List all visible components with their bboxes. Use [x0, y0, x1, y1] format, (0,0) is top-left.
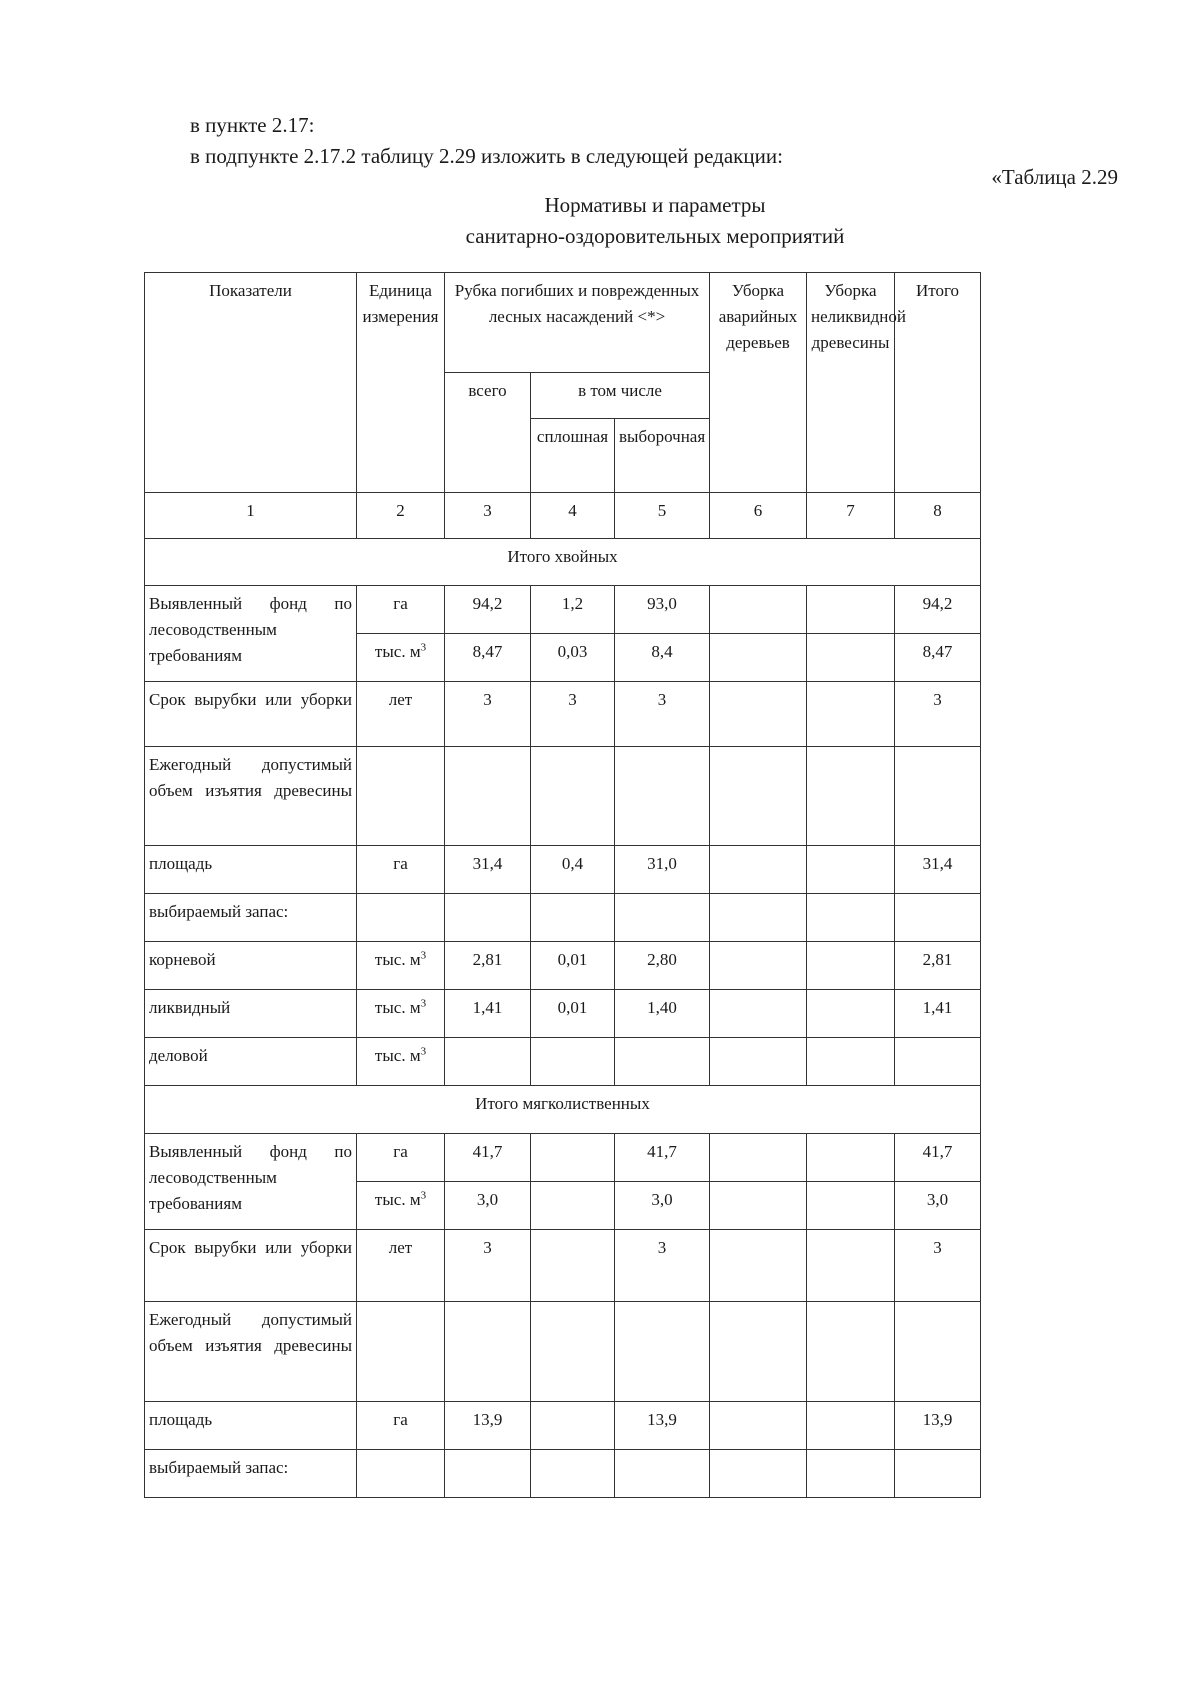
unit-superscript: 3 [420, 949, 427, 962]
table-row [145, 1450, 981, 1498]
value-cell [710, 1182, 807, 1230]
column-number: 4 [531, 493, 615, 539]
value-cell: 3,0 [615, 1182, 710, 1230]
value-cell: 1,41 [445, 990, 531, 1038]
table-row [145, 1302, 981, 1402]
value-cell [807, 634, 895, 682]
value-cell [445, 894, 531, 942]
unit-cell [357, 634, 445, 682]
value-cell [710, 1230, 807, 1302]
norms-table [144, 272, 981, 1498]
value-cell: 3 [895, 1230, 981, 1302]
value-cell: 13,9 [445, 1402, 531, 1450]
value-cell [807, 1450, 895, 1498]
value-cell [710, 942, 807, 990]
value-cell: 0,01 [531, 990, 615, 1038]
unit-text: тыс. м [374, 950, 421, 969]
value-cell [710, 846, 807, 894]
unit-text: тыс. м [374, 998, 421, 1017]
unit-cell [357, 1302, 445, 1402]
value-cell [615, 1450, 710, 1498]
row-label: деловой [145, 1038, 357, 1086]
unit-cell [357, 747, 445, 846]
value-cell [895, 1302, 981, 1402]
row-label: выбираемый запас: [145, 1450, 357, 1498]
table-row [145, 1134, 981, 1182]
value-cell: 3 [445, 682, 531, 747]
value-cell [710, 1302, 807, 1402]
value-cell [531, 1450, 615, 1498]
unit-cell: лет [357, 682, 445, 747]
value-cell [807, 990, 895, 1038]
value-cell: 2,80 [615, 942, 710, 990]
column-number: 8 [895, 493, 981, 539]
value-cell [807, 1182, 895, 1230]
value-cell [710, 1402, 807, 1450]
value-cell [807, 1402, 895, 1450]
value-cell [531, 1230, 615, 1302]
row-label: Ежегодный допустимый объем изъятия древесины [145, 747, 357, 846]
value-cell [531, 1182, 615, 1230]
unit-superscript: 3 [420, 641, 427, 654]
value-cell [445, 1038, 531, 1086]
header-total-felling: всего [445, 373, 531, 493]
table-row [145, 1230, 981, 1302]
row-label: Выявленный фонд по лесоводственным требованиям [145, 1134, 357, 1230]
value-cell [807, 846, 895, 894]
value-cell [531, 894, 615, 942]
table-row [145, 894, 981, 942]
header-sum: Итого [895, 273, 981, 493]
section-title-deciduous: Итого мягколиственных [145, 1086, 981, 1134]
row-label: площадь [145, 1402, 357, 1450]
header-indicators: Показатели [145, 273, 357, 493]
row-label: Срок вырубки или уборки [145, 682, 357, 747]
value-cell: 3 [445, 1230, 531, 1302]
unit-cell [357, 1038, 445, 1086]
value-cell: 31,4 [445, 846, 531, 894]
table-row [145, 846, 981, 894]
value-cell [807, 1230, 895, 1302]
unit-cell: га [357, 846, 445, 894]
header-illiquid: Уборка неликвидной древесины [807, 273, 895, 493]
header-unit: Единица измерения [357, 273, 445, 493]
table-title [0, 190, 1200, 252]
value-cell [895, 747, 981, 846]
header-including: в том числе [531, 373, 710, 419]
value-cell: 31,4 [895, 846, 981, 894]
value-cell [895, 894, 981, 942]
value-cell: 8,47 [445, 634, 531, 682]
value-cell [615, 747, 710, 846]
unit-text: тыс. м [374, 642, 421, 661]
column-number: 3 [445, 493, 531, 539]
value-cell [807, 1134, 895, 1182]
unit-cell [357, 1450, 445, 1498]
value-cell [710, 586, 807, 634]
value-cell [895, 1038, 981, 1086]
value-cell [531, 747, 615, 846]
table-row [145, 942, 981, 990]
section-title-conifer: Итого хвойных [145, 539, 981, 586]
row-label: Выявленный фонд по лесоводственным требованиям [145, 586, 357, 682]
column-number: 2 [357, 493, 445, 539]
row-label: ликвидный [145, 990, 357, 1038]
unit-cell [357, 990, 445, 1038]
value-cell: 1,40 [615, 990, 710, 1038]
intro-line-2: в подпункте 2.17.2 таблицу 2.29 изложить в следующей редакции: [190, 144, 783, 168]
value-cell: 0,4 [531, 846, 615, 894]
header-felling: Рубка погибших и поврежденных лесных насаждений <*> [445, 273, 710, 373]
value-cell [531, 1134, 615, 1182]
value-cell: 31,0 [615, 846, 710, 894]
unit-superscript: 3 [420, 1045, 427, 1058]
value-cell [531, 1302, 615, 1402]
unit-superscript: 3 [420, 997, 427, 1010]
value-cell: 2,81 [445, 942, 531, 990]
table-label: «Таблица 2.29 [991, 165, 1118, 189]
value-cell [710, 747, 807, 846]
intro-text [190, 110, 783, 172]
value-cell [615, 1302, 710, 1402]
value-cell [895, 1450, 981, 1498]
table-row [145, 747, 981, 846]
header-emergency: Уборка аварийных деревьев [710, 273, 807, 493]
value-cell: 8,4 [615, 634, 710, 682]
table-row [145, 1402, 981, 1450]
table-row [145, 586, 981, 634]
table-row [145, 990, 981, 1038]
value-cell: 94,2 [895, 586, 981, 634]
unit-cell: га [357, 1134, 445, 1182]
value-cell: 93,0 [615, 586, 710, 634]
value-cell: 2,81 [895, 942, 981, 990]
unit-cell [357, 894, 445, 942]
value-cell [710, 1450, 807, 1498]
value-cell [807, 942, 895, 990]
unit-cell [357, 942, 445, 990]
unit-cell: лет [357, 1230, 445, 1302]
row-label: Срок вырубки или уборки [145, 1230, 357, 1302]
unit-cell: га [357, 1402, 445, 1450]
column-numbers-row [145, 493, 981, 539]
value-cell: 94,2 [445, 586, 531, 634]
value-cell [807, 747, 895, 846]
table-row [145, 682, 981, 747]
value-cell [531, 1038, 615, 1086]
value-cell: 3 [895, 682, 981, 747]
value-cell [807, 1038, 895, 1086]
column-number: 7 [807, 493, 895, 539]
value-cell: 1,2 [531, 586, 615, 634]
value-cell: 41,7 [615, 1134, 710, 1182]
value-cell [710, 1038, 807, 1086]
header-clear: сплошная [531, 419, 615, 493]
value-cell: 3 [615, 1230, 710, 1302]
value-cell: 3,0 [895, 1182, 981, 1230]
header-selective: выборочная [615, 419, 710, 493]
value-cell [807, 894, 895, 942]
value-cell [615, 894, 710, 942]
value-cell [531, 1402, 615, 1450]
value-cell [445, 1450, 531, 1498]
column-number: 5 [615, 493, 710, 539]
value-cell [710, 894, 807, 942]
title-line-2: санитарно-оздоровительных мероприятий [465, 224, 845, 248]
row-label: площадь [145, 846, 357, 894]
row-label: выбираемый запас: [145, 894, 357, 942]
row-label: корневой [145, 942, 357, 990]
row-label: Ежегодный допустимый объем изъятия древесины [145, 1302, 357, 1402]
value-cell: 13,9 [615, 1402, 710, 1450]
value-cell [445, 1302, 531, 1402]
title-line-1: Нормативы и параметры [544, 193, 766, 217]
value-cell: 3 [615, 682, 710, 747]
value-cell [710, 990, 807, 1038]
value-cell: 41,7 [445, 1134, 531, 1182]
unit-superscript: 3 [420, 1189, 427, 1202]
value-cell: 3,0 [445, 1182, 531, 1230]
value-cell: 8,47 [895, 634, 981, 682]
intro-line-1: в пункте 2.17: [190, 113, 315, 137]
unit-cell: га [357, 586, 445, 634]
value-cell: 3 [531, 682, 615, 747]
value-cell [615, 1038, 710, 1086]
table-row [145, 1038, 981, 1086]
value-cell: 41,7 [895, 1134, 981, 1182]
value-cell [710, 634, 807, 682]
value-cell [710, 1134, 807, 1182]
value-cell: 1,41 [895, 990, 981, 1038]
unit-text: тыс. м [374, 1046, 421, 1065]
value-cell [807, 1302, 895, 1402]
value-cell: 0,03 [531, 634, 615, 682]
unit-cell [357, 1182, 445, 1230]
value-cell: 13,9 [895, 1402, 981, 1450]
value-cell [445, 747, 531, 846]
value-cell: 0,01 [531, 942, 615, 990]
value-cell [807, 586, 895, 634]
value-cell [807, 682, 895, 747]
column-number: 1 [145, 493, 357, 539]
column-number: 6 [710, 493, 807, 539]
value-cell [710, 682, 807, 747]
unit-text: тыс. м [374, 1190, 421, 1209]
